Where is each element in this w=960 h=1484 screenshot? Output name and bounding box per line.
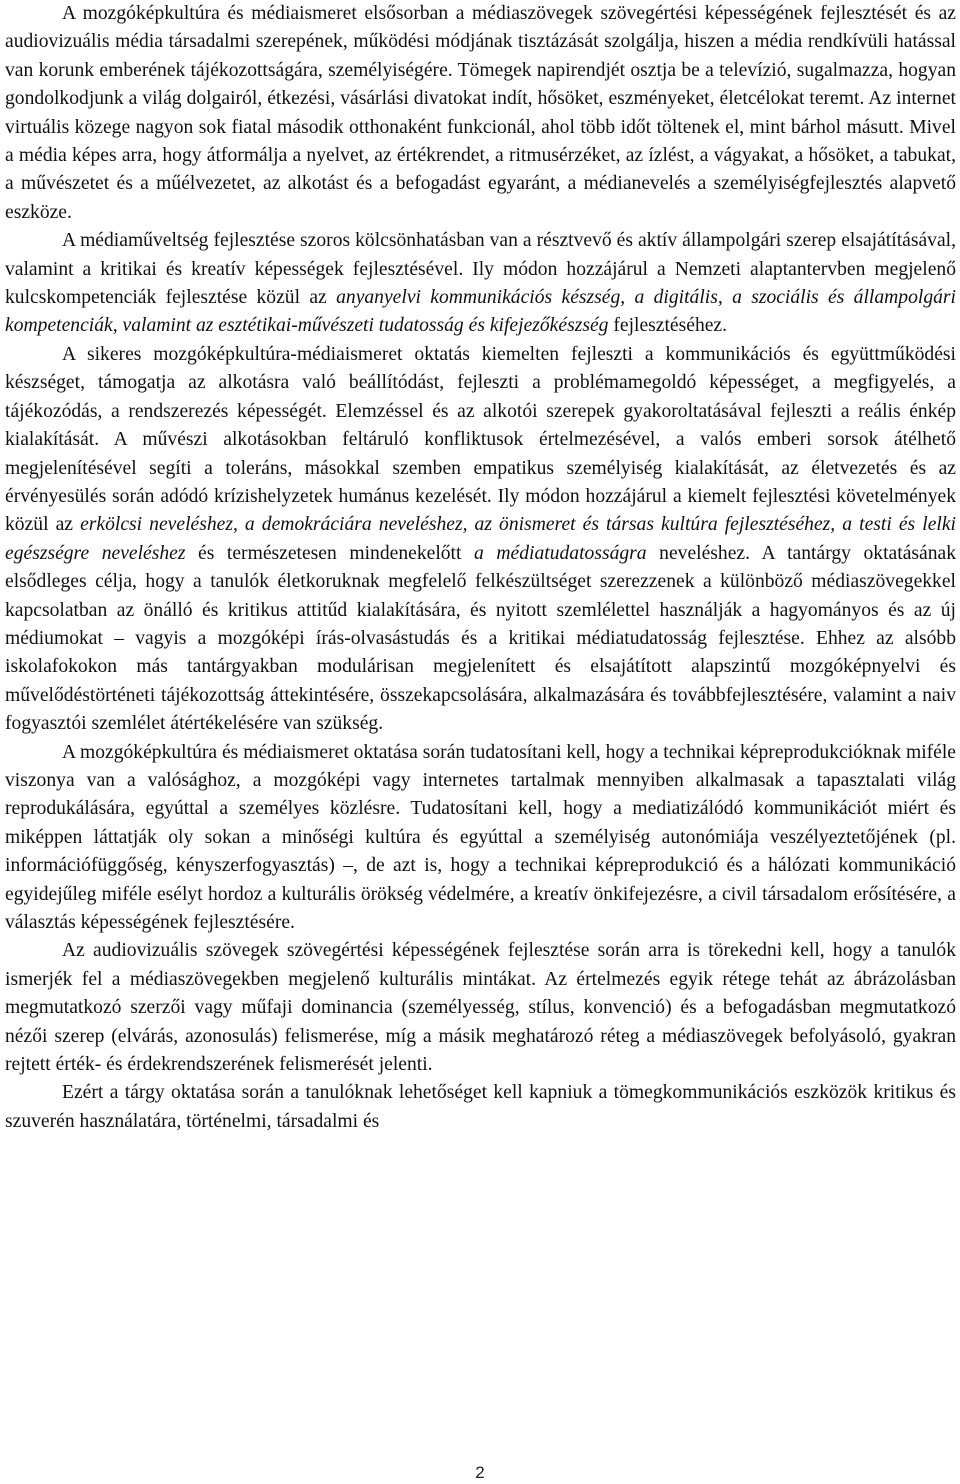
italic-segment: a médiatudatosságra — [474, 542, 647, 564]
paragraph-6 — [5, 1079, 956, 1136]
paragraph-5 — [5, 937, 956, 1079]
text-segment: A sikeres mozgóképkultúra-médiaismeret oktatás kiemelten fejleszti a kommunikációs és együttműködési készséget, támogatja az alkotásra való beállítódást, fejleszti a problémamegoldó képességet, a megfigyelés, a tájékozódás, a rendszerezés képességét. Elemzéssel és az alkotói szerepek gyakoroltatásával fejleszti a reális énkép kialakítását. A művészi alkotásokban feltáruló konfliktusok értelmezésével, a valós emberi sorsok átélhető megjelenítésével segíti a toleráns, másokkal szemben empatikus személyiség kialakítását, az életvezetés és az érvényesülés során adódó krízishelyzetek humánus kezelését. Ily módon hozzájárul a kiemelt fejlesztési követelmények közül az — [5, 343, 956, 536]
text-segment: fejlesztéséhez. — [608, 315, 728, 337]
paragraph-4 — [5, 739, 956, 938]
paragraph-1 — [5, 0, 956, 227]
text-segment: A mozgóképkultúra és médiaismeret oktatása során tudatosítani kell, hogy a technikai képreprodukcióknak miféle viszonya van a valósághoz, a mozgóképi vagy internetes tartalmak mennyiben alkalmasak a tapasztalati világ reprodukálására, egyúttal a személyes közlésre. Tudatosítani kell, hogy a mediatizálódó kommunikációt miért és miképpen láttatják oly sokan a minőségi kultúra és egyúttal a személyiség autonómiája veszélyeztetőjének (pl. információfüggőség, kényszerfogyasztás) –, de azt is, hogy a technikai képreprodukció és a hálózati kommunikáció egyidejűleg miféle esélyt hordoz a kulturális örökség védelmére, a kreatív önkifejezésre, a civil társadalom erősítésére, a választás képességének fejlesztésére. — [5, 741, 956, 933]
text-segment: neveléshez. A tantárgy oktatásának elsődleges célja, hogy a tanulók életkoruknak megfelelő felkészültséget szerezzenek a különböző médiaszövegekkel kapcsolatban az önálló és kritikus attitűd kialakítására, és nyitott szemlélettel használják a hagyományos és az új médiumokat – vagyis a mozgóképi írás-olvasástudás és a kritikai médiatudatosság fejlesztése. Ehhez az alsóbb iskolafokokon más tantárgyakban modulárisan megjelenített és elsajátított alapszintű mozgóképnyelvi és művelődéstörténeti tájékozottság áttekintésére, összekapcsolására, alkalmazására és továbbfejlesztésére, valamint a naiv fogyasztói szemlélet átértékelésére van szükség. — [5, 542, 956, 735]
italic-segment: anyanyelvi kommunikációs készség, a digitális, a szociális és állampolgári kompetenciák, valamint az esztétikai-művészeti tudatosság és kifejezőkészség — [5, 287, 956, 337]
text-segment: A médiaműveltség fejlesztése szoros kölcsönhatásban van a résztvevő és aktív állampolgári szerep elsajátításával, valamint a kritikai és kreatív képességek fejlesztésével. Ily módon hozzájárul a Nemzeti alaptantervben megjelenő kulcskompetenciák fejlesztése közül az — [5, 230, 956, 309]
document-page — [5, 0, 956, 1136]
text-segment: A mozgóképkultúra és médiaismeret elsősorban a médiaszövegek szövegértési képességének fejlesztését és az audiovizuális média társadalmi szerepének, működési módjának tisztázását szolgálja, hiszen a média rendkívüli hatással van korunk emberének tájékozottságára, személyiségére. Tömegek napirendjét osztja be a televízió, sugalmazza, hogyan gondolkodjunk a világ dolgairól, étkezési, vásárlási divatokat indít, hősöket, eszményeket, életcélokat teremt. Az internet virtuális közege nagyon sok fiatal második otthonaként funkcionál, ahol több időt töltenek el, mint bárhol másutt. Mivel a média képes arra, hogy átformálja a nyelvet, az értékrendet, a ritmusérzéket, az ízlést, a vágyakat, a hősöket, a tabukat, a művészetet és a műélvezetet, az alkotást és a befogadást egyaránt, a médianevelés a személyiségfejlesztés alapvető eszköze. — [5, 3, 956, 223]
paragraph-3 — [5, 341, 956, 739]
text-segment: és természetesen mindenekelőtt — [185, 542, 475, 564]
paragraph-2 — [5, 227, 956, 341]
text-segment: Ezért a tárgy oktatása során a tanulóknak lehetőséget kell kapniuk a tömegkommunikációs eszközök kritikus és szuverén használatára, történelmi, társadalmi és — [5, 1082, 956, 1132]
text-segment: Az audiovizuális szövegek szövegértési képességének fejlesztése során arra is törekedni kell, hogy a tanulók ismerjék fel a médiaszövegekben megjelenő kulturális mintákat. Az értelmezés egyik rétege tehát az ábrázolásban megmutatkozó szerzői vagy műfaji dominancia (személyesség, stílus, konvenció) és a befogadásban megmutatkozó nézői szerep (elvárás, azonosulás) felismerése, míg a másik meghatározó réteg a médiaszövegek befolyásoló, gyakran rejtett érték- és érdekrendszerének felismerését jelenti. — [5, 940, 956, 1076]
page-number: 2 — [475, 1463, 485, 1482]
italic-segment: erkölcsi neveléshez, a demokráciára neveléshez, az önismeret és társas kultúra fejlesztéséhez, a testi és lelki egészségre neveléshez — [5, 514, 956, 564]
